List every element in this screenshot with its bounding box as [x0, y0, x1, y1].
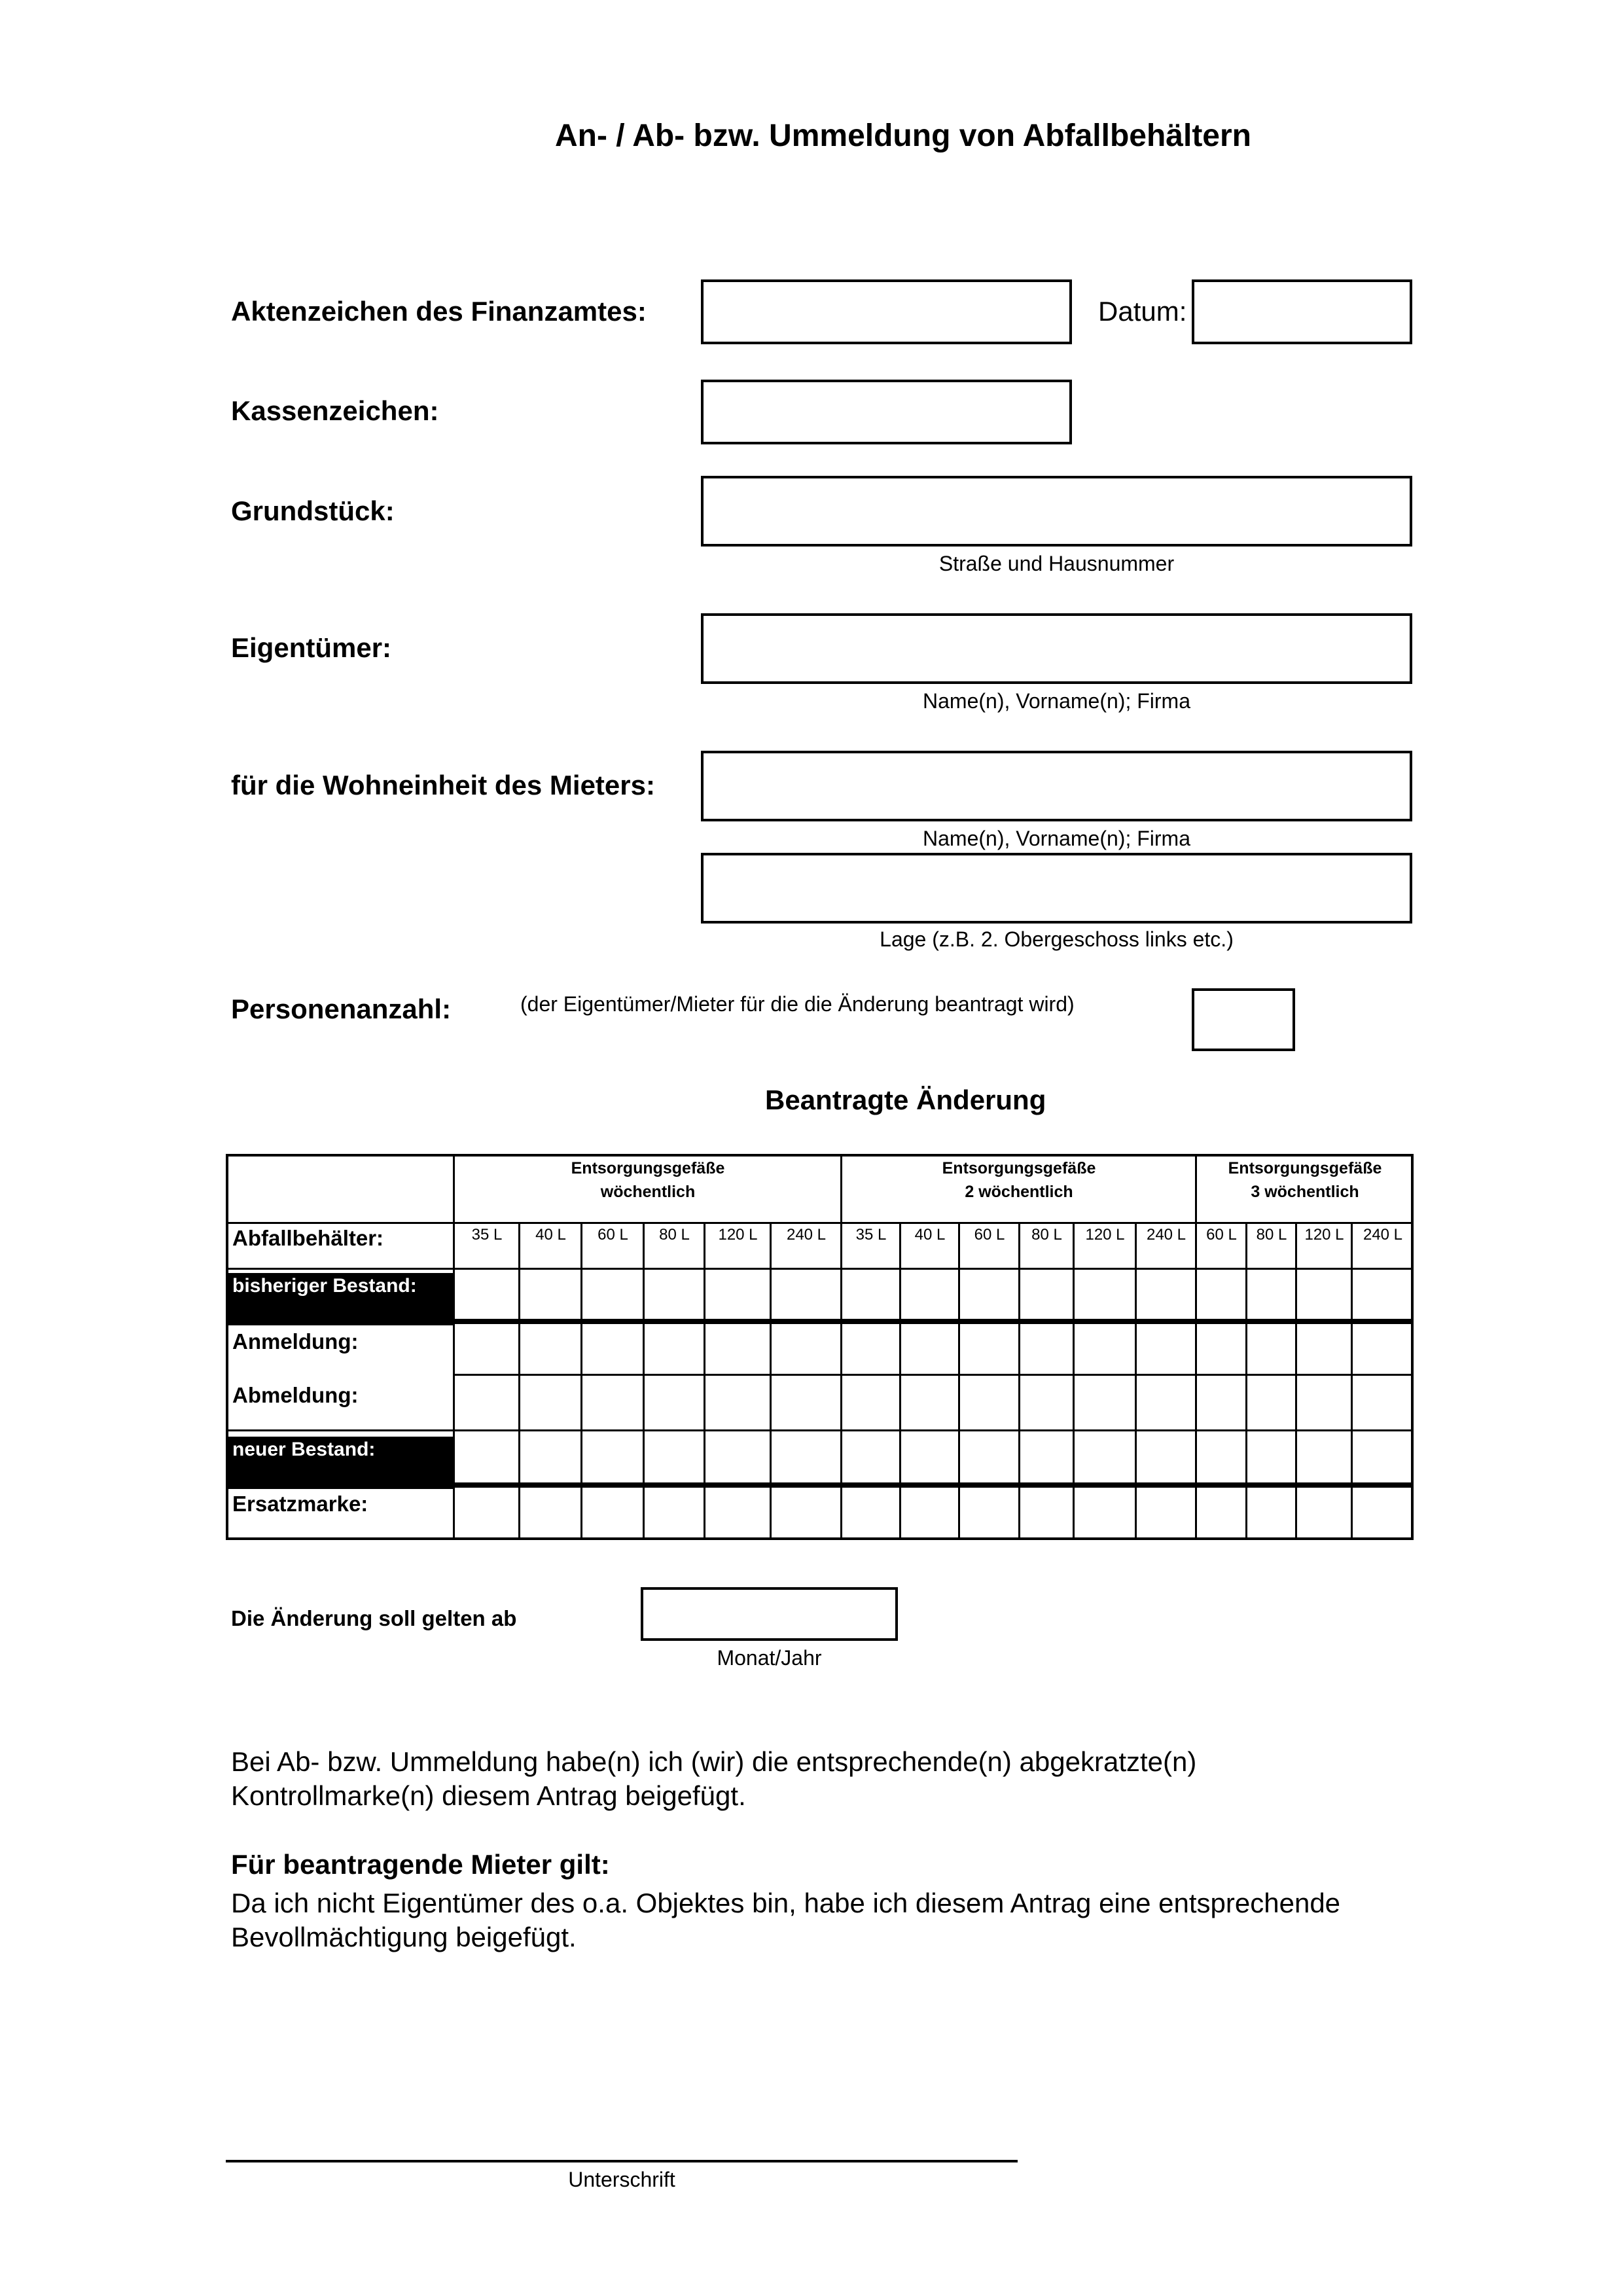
table-cell[interactable]	[1021, 1272, 1073, 1319]
table-cell[interactable]	[961, 1378, 1018, 1427]
size-header: 35 L	[855, 1226, 887, 1244]
group-header-biweekly-line2: 2 wöchentlich	[965, 1183, 1073, 1201]
table-cell[interactable]	[583, 1488, 643, 1535]
table-divider-thick	[228, 1482, 1411, 1488]
table-cell[interactable]	[1021, 1378, 1073, 1427]
table-cell[interactable]	[1021, 1432, 1073, 1482]
table-cell[interactable]	[1198, 1378, 1245, 1427]
table-divider-vertical	[580, 1223, 582, 1537]
behaelter-table	[226, 1154, 1414, 1540]
mieter-name-caption: Name(n), Vorname(n); Firma	[923, 827, 1190, 850]
table-cell[interactable]	[1298, 1432, 1351, 1482]
table-cell[interactable]	[1021, 1488, 1073, 1535]
table-cell[interactable]	[772, 1378, 840, 1427]
table-cell[interactable]	[1298, 1272, 1351, 1319]
table-cell[interactable]	[1298, 1488, 1351, 1535]
aktenzeichen-field[interactable]	[701, 279, 1072, 344]
table-divider-vertical	[643, 1223, 645, 1537]
table-divider-vertical	[840, 1157, 842, 1537]
table-cell[interactable]	[455, 1272, 518, 1319]
grundstueck-caption: Straße und Hausnummer	[938, 552, 1175, 575]
group-header-weekly-line2: wöchentlich	[600, 1183, 696, 1201]
table-cell[interactable]	[1075, 1324, 1135, 1372]
table-divider-vertical	[1295, 1223, 1297, 1537]
abfallbehaelter-label: Abfallbehälter:	[232, 1226, 384, 1250]
table-cell[interactable]	[1353, 1324, 1412, 1372]
size-header: 60 L	[1206, 1226, 1237, 1244]
table-cell[interactable]	[772, 1432, 840, 1482]
note-mieter-line1: Da ich nicht Eigentümer des o.a. Objektes bin, habe ich diesem Antrag eine entsprechende	[231, 1888, 1341, 1918]
table-cell[interactable]	[902, 1378, 958, 1427]
table-cell[interactable]	[645, 1488, 704, 1535]
table-cell[interactable]	[583, 1432, 643, 1482]
form-title: An- / Ab- bzw. Ummeldung von Abfallbehältern	[555, 118, 1251, 153]
personenanzahl-label: Personenanzahl:	[231, 994, 452, 1024]
table-cell[interactable]	[1198, 1324, 1245, 1372]
personenanzahl-note: (der Eigentümer/Mieter für die die Änderung beantragt wird)	[520, 992, 1075, 1016]
table-divider-vertical	[1245, 1223, 1247, 1537]
table-divider-thick	[454, 1319, 1411, 1324]
note-mieter-line2: Bevollmächtigung beigefügt.	[231, 1922, 577, 1952]
table-cell[interactable]	[1075, 1432, 1135, 1482]
table-cell[interactable]	[583, 1324, 643, 1372]
lage-caption: Lage (z.B. 2. Obergeschoss links etc.)	[880, 927, 1234, 951]
table-cell[interactable]	[843, 1324, 899, 1372]
table-cell[interactable]	[1353, 1378, 1412, 1427]
table-cell[interactable]	[583, 1378, 643, 1427]
mieter-name-field[interactable]	[701, 751, 1412, 821]
wohneinheit-label: für die Wohneinheit des Mieters:	[231, 770, 655, 800]
table-divider-horizontal	[228, 1429, 1411, 1431]
table-cell[interactable]	[645, 1272, 704, 1319]
table-divider-vertical	[958, 1223, 960, 1537]
table-cell[interactable]	[1198, 1432, 1245, 1482]
table-cell[interactable]	[1075, 1378, 1135, 1427]
signature-label: Unterschrift	[568, 2168, 675, 2191]
table-divider-vertical	[1195, 1157, 1197, 1537]
group-header-weekly-line1: Entsorgungsgefäße	[571, 1159, 725, 1177]
personenanzahl-field[interactable]	[1192, 988, 1295, 1051]
table-divider-horizontal	[454, 1374, 1411, 1376]
table-cell[interactable]	[1298, 1378, 1351, 1427]
size-header: 80 L	[1256, 1226, 1287, 1244]
table-cell[interactable]	[583, 1272, 643, 1319]
note-ummeldung-line2: Kontrollmarke(n) diesem Antrag beigefügt.	[231, 1780, 746, 1811]
table-cell[interactable]	[1075, 1272, 1135, 1319]
table-cell[interactable]	[1248, 1432, 1295, 1482]
table-divider-horizontal	[228, 1268, 1411, 1270]
table-cell[interactable]	[843, 1378, 899, 1427]
table-cell[interactable]	[1248, 1324, 1295, 1372]
table-cell[interactable]	[961, 1324, 1018, 1372]
size-header: 40 L	[914, 1226, 946, 1244]
table-divider-vertical	[899, 1223, 901, 1537]
table-cell[interactable]	[902, 1324, 958, 1372]
table-cell[interactable]	[645, 1432, 704, 1482]
table-cell[interactable]	[1248, 1378, 1295, 1427]
size-header: 240 L	[1146, 1226, 1186, 1244]
table-cell[interactable]	[706, 1272, 770, 1319]
table-cell[interactable]	[1248, 1272, 1295, 1319]
table-cell[interactable]	[1353, 1432, 1412, 1482]
datum-label: Datum:	[1098, 296, 1187, 327]
size-header: 120 L	[1085, 1226, 1125, 1244]
note-ummeldung-line1: Bei Ab- bzw. Ummeldung habe(n) ich (wir) die entsprechende(n) abgekratzte(n)	[231, 1746, 1197, 1777]
kassenzeichen-field[interactable]	[701, 380, 1072, 444]
eigentuemer-field[interactable]	[701, 613, 1412, 684]
size-header: 120 L	[718, 1226, 758, 1244]
table-cell[interactable]	[706, 1432, 770, 1482]
effective-caption: Monat/Jahr	[717, 1646, 822, 1670]
table-cell[interactable]	[1353, 1488, 1412, 1535]
table-cell[interactable]	[902, 1432, 958, 1482]
table-cell[interactable]	[1198, 1488, 1245, 1535]
table-cell[interactable]	[521, 1488, 580, 1535]
table-cell[interactable]	[521, 1324, 580, 1372]
table-cell[interactable]	[1137, 1272, 1195, 1319]
table-cell[interactable]	[1021, 1324, 1073, 1372]
datum-field[interactable]	[1192, 279, 1412, 344]
table-cell[interactable]	[455, 1378, 518, 1427]
mieter-heading: Für beantragende Mieter gilt:	[231, 1849, 610, 1880]
table-divider-vertical	[453, 1157, 455, 1537]
group-header-triweekly-line2: 3 wöchentlich	[1251, 1183, 1359, 1201]
table-cell[interactable]	[521, 1378, 580, 1427]
table-cell[interactable]	[1248, 1488, 1295, 1535]
size-header: 120 L	[1304, 1226, 1344, 1244]
table-cell[interactable]	[455, 1432, 518, 1482]
group-header-biweekly	[842, 1157, 1196, 1204]
lage-field[interactable]	[701, 853, 1412, 924]
table-cell[interactable]	[521, 1432, 580, 1482]
row-label-neuer-bestand: neuer Bestand:	[228, 1437, 454, 1489]
table-divider-vertical	[518, 1223, 520, 1537]
size-header: 35 L	[471, 1226, 503, 1244]
size-header: 80 L	[659, 1226, 690, 1244]
table-cell[interactable]	[1137, 1488, 1195, 1535]
group-header-weekly	[454, 1157, 842, 1204]
table-cell[interactable]	[1198, 1272, 1245, 1319]
table-cell[interactable]	[772, 1488, 840, 1535]
table-cell[interactable]	[1075, 1488, 1135, 1535]
table-cell[interactable]	[645, 1378, 704, 1427]
row-label-abmeldung: Abmeldung:	[232, 1383, 359, 1407]
table-divider-vertical	[704, 1223, 705, 1537]
table-divider-vertical	[770, 1223, 772, 1537]
table-cell[interactable]	[706, 1324, 770, 1372]
table-cell[interactable]	[706, 1488, 770, 1535]
kassenzeichen-label: Kassenzeichen:	[231, 395, 439, 426]
size-header: 60 L	[974, 1226, 1005, 1244]
effective-label: Die Änderung soll gelten ab	[231, 1606, 517, 1630]
table-cell[interactable]	[843, 1272, 899, 1319]
group-header-triweekly	[1196, 1157, 1414, 1204]
row-label-bisheriger-bestand: bisheriger Bestand:	[228, 1273, 454, 1325]
table-cell[interactable]	[772, 1324, 840, 1372]
table-cell[interactable]	[843, 1488, 899, 1535]
size-header: 40 L	[535, 1226, 566, 1244]
table-cell[interactable]	[706, 1378, 770, 1427]
grundstueck-label: Grundstück:	[231, 495, 395, 526]
eigentuemer-label: Eigentümer:	[231, 632, 392, 663]
table-cell[interactable]	[521, 1272, 580, 1319]
table-heading: Beantragte Änderung	[765, 1085, 1046, 1115]
table-cell[interactable]	[1298, 1324, 1351, 1372]
table-cell[interactable]	[772, 1272, 840, 1319]
table-cell[interactable]	[902, 1272, 958, 1319]
table-divider-vertical	[1135, 1223, 1137, 1537]
eigentuemer-caption: Name(n), Vorname(n); Firma	[923, 689, 1190, 713]
table-cell[interactable]	[1353, 1272, 1412, 1319]
size-header: 240 L	[1363, 1226, 1403, 1244]
group-header-triweekly-line1: Entsorgungsgefäße	[1228, 1159, 1382, 1177]
table-cell[interactable]	[1137, 1378, 1195, 1427]
table-cell[interactable]	[843, 1432, 899, 1482]
table-cell[interactable]	[645, 1324, 704, 1372]
table-cell[interactable]	[961, 1488, 1018, 1535]
size-header: 60 L	[597, 1226, 628, 1244]
aktenzeichen-label: Aktenzeichen des Finanzamtes:	[231, 296, 647, 327]
table-cell[interactable]	[455, 1488, 518, 1535]
table-cell[interactable]	[455, 1324, 518, 1372]
table-divider-vertical	[1351, 1223, 1353, 1537]
row-label-ersatzmarke: Ersatzmarke:	[232, 1492, 368, 1516]
group-header-biweekly-line1: Entsorgungsgefäße	[942, 1159, 1096, 1177]
table-divider-horizontal	[228, 1320, 454, 1322]
table-cell[interactable]	[902, 1488, 958, 1535]
signature-line[interactable]	[226, 2160, 1018, 2162]
grundstueck-field[interactable]	[701, 476, 1412, 547]
size-header: 240 L	[786, 1226, 827, 1244]
table-cell[interactable]	[961, 1272, 1018, 1319]
table-divider-horizontal	[228, 1222, 1411, 1224]
effective-date-field[interactable]	[641, 1587, 898, 1641]
table-cell[interactable]	[961, 1432, 1018, 1482]
row-label-anmeldung: Anmeldung:	[232, 1329, 359, 1354]
size-header: 80 L	[1031, 1226, 1062, 1244]
table-cell[interactable]	[1137, 1324, 1195, 1372]
table-cell[interactable]	[1137, 1432, 1195, 1482]
table-divider-vertical	[1073, 1223, 1075, 1537]
table-divider-vertical	[1018, 1223, 1020, 1537]
